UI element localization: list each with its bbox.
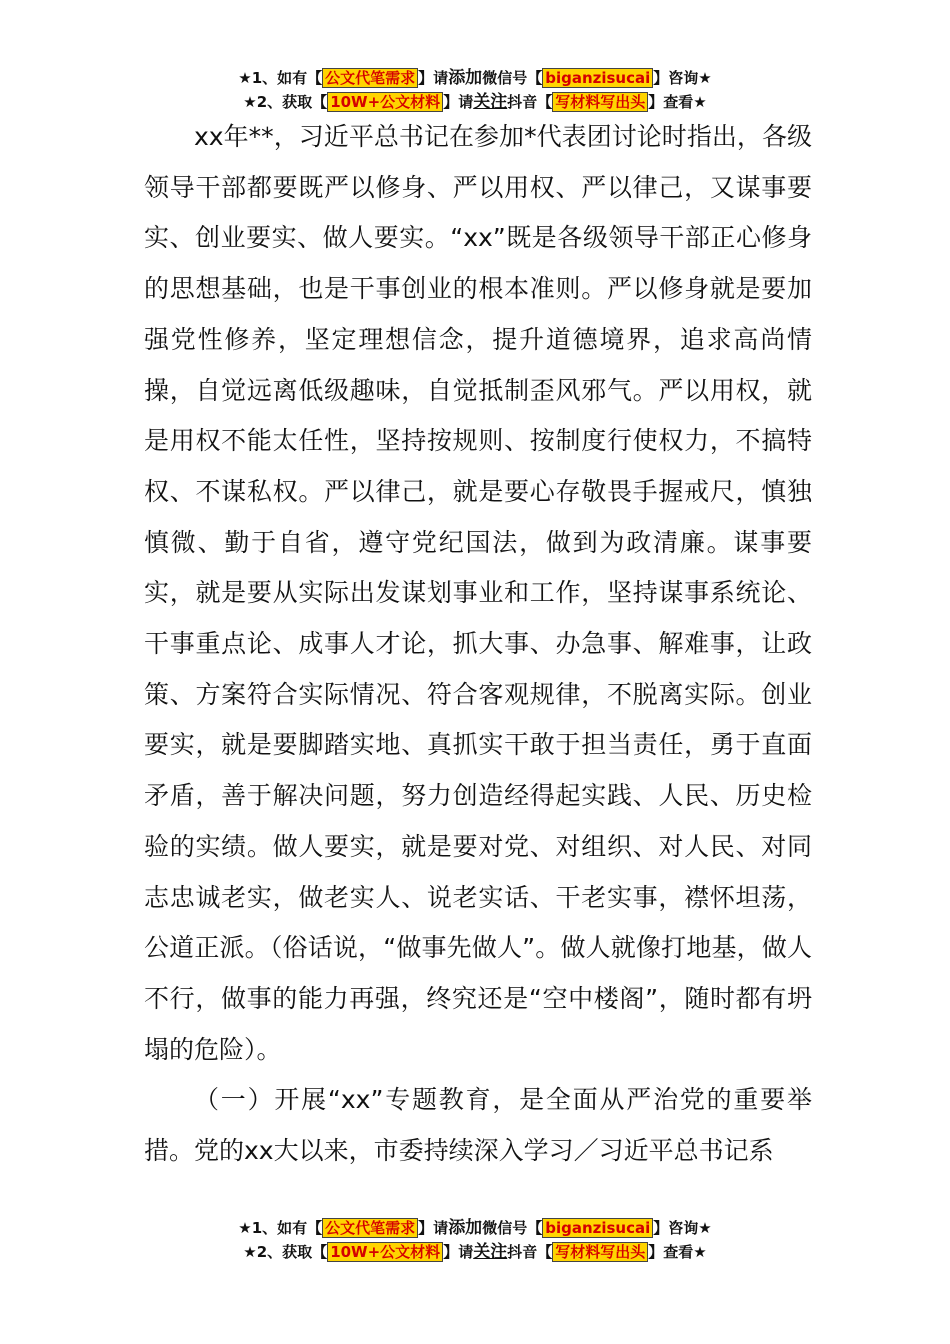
banner-emphasis: 关注: [473, 92, 508, 112]
banner-text: ★1、如有【: [238, 1219, 323, 1237]
highlight-tag: 写材料写出头: [552, 1242, 648, 1262]
banner-text: 抖音【: [507, 1243, 553, 1261]
banner-text: 微信号【: [482, 1219, 543, 1237]
banner-line-2: [0, 90, 950, 114]
banner-text: 】请: [443, 1243, 474, 1261]
banner-emphasis: 关注: [473, 1242, 508, 1262]
banner-text: ★2、获取【: [243, 1243, 328, 1261]
banner-text: 】请: [418, 1219, 449, 1237]
highlight-tag: 写材料写出头: [552, 92, 648, 112]
body-paragraph-2: （一）开展“xx”专题教育，是全面从严治党的重要举措。党的xx大以来，市委持续深入学习／习近平总书记系: [144, 1085, 812, 1166]
banner-text: 】查看★: [648, 93, 707, 111]
banner-line-1: [0, 66, 950, 90]
banner-emphasis: 添加: [448, 1218, 483, 1238]
banner-text: ★1、如有【: [238, 69, 323, 87]
banner-line-1: [0, 1216, 950, 1240]
highlight-tag: biganzisucai: [542, 1218, 653, 1238]
header-banner: [0, 66, 950, 114]
banner-line-2: [0, 1240, 950, 1264]
highlight-tag: biganzisucai: [542, 68, 653, 88]
document-body: [144, 112, 812, 1177]
banner-emphasis: 添加: [448, 68, 483, 88]
banner-text: 】咨询★: [653, 69, 712, 87]
banner-text: 抖音【: [507, 93, 553, 111]
footer-banner: [0, 1216, 950, 1264]
highlight-tag: 10W+公文材料: [327, 1242, 443, 1262]
body-paragraph-1: xx年**，习近平总书记在参加*代表团讨论时指出，各级领导干部都要既严以修身、严以用权、严以律己，又谋事要实、创业要实、做人要实。“xx”既是各级领导干部正心修身的思想基础，也是干事创业的根本准则。严以修身就是要加强党性修养，坚定理想信念，提升道德境界，追求高尚情操，自觉远离低级趣味，自觉抵制歪风邪气。严以用权，就是用权不能太任性，坚持按规则、按制度行使权力，不搞特权、不谋私权。严以律己，就是要心存敬畏手握戒尺，慎独慎微、勤于自省，遵守党纪国法，做到为政清廉。谋事要实，就是要从实际出发谋划事业和工作，坚持谋事系统论、干事重点论、成事人才论，抓大事、办急事、解难事，让政策、方案符合实际情况、符合客观规律，不脱离实际。创业要实，就是要脚踏实地、真抓实干敢于担当责任，勇于直面矛盾，善于解决问题，努力创造经得起实践、人民、历史检验的实绩。做人要实，就是要对党、对组织、对人民、对同志忠诚老实，做老实人、说老实话、干老实事，襟怀坦荡，公道正派。（俗话说，“做事先做人”。做人就像打地基，做人不行，做事的能力再强，终究还是“空中楼阁”，随时都有坍塌的危险）。: [144, 122, 812, 1064]
banner-text: 微信号【: [482, 69, 543, 87]
highlight-tag: 10W+公文材料: [327, 92, 443, 112]
highlight-tag: 公文代笔需求: [322, 1218, 418, 1238]
banner-text: 】查看★: [648, 1243, 707, 1261]
banner-text: 】请: [443, 93, 474, 111]
banner-text: 】请: [418, 69, 449, 87]
highlight-tag: 公文代笔需求: [322, 68, 418, 88]
banner-text: 】咨询★: [653, 1219, 712, 1237]
banner-text: ★2、获取【: [243, 93, 328, 111]
